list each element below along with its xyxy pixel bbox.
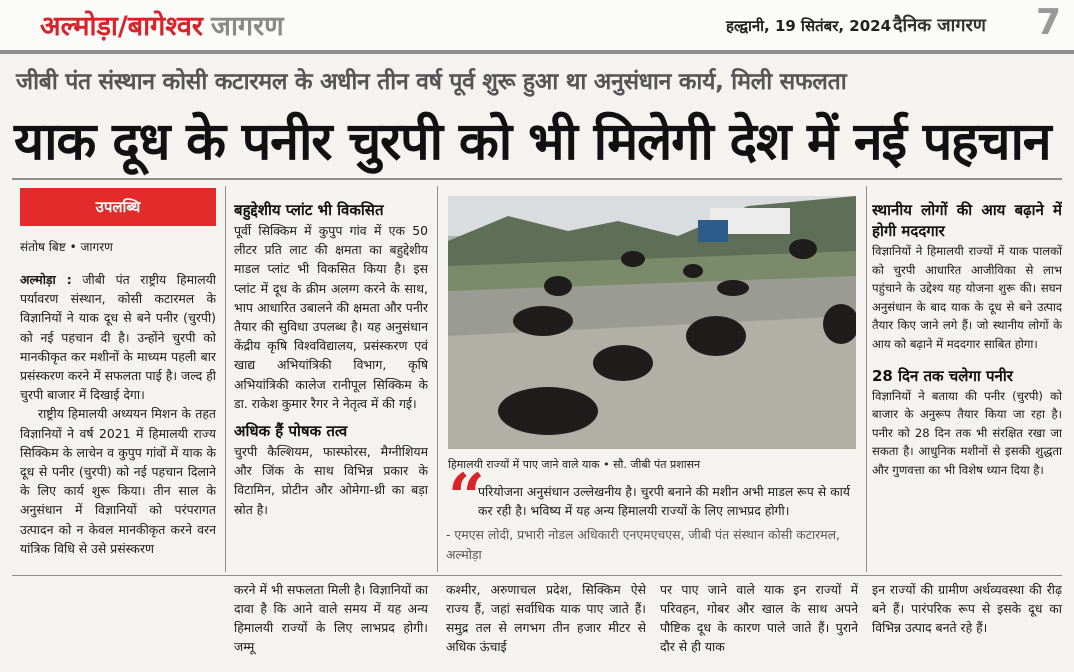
- column-divider: [866, 186, 867, 572]
- right-column: [872, 200, 1062, 572]
- bottom-column: पर पाए जाने वाले याक इन राज्यों में परिवहन, गोबर और खाल के साथ अपने पौष्टिक दूध के कारण पाले जाते हैं। पुराने दौर से ही याक: [660, 582, 858, 654]
- lead-text: जीबी पंत राष्ट्रीय हिमालयी पर्यावरण संस्थान, कोसी कटारमल के विज्ञानियों ने याक दूध से बने पनीर (चुरपी) को नई पहचान दी है। उन्होंने चुरपी को मानकीकृत कर मशीनों के माध्यम पहली बार प्रसंस्करण करने में सफलता पाई है। जल्द ही चुरपी बाजार में दिखाई देगा।: [20, 272, 216, 403]
- column-divider: [225, 186, 226, 572]
- paper-name: दैनिक जागरण: [893, 15, 986, 36]
- edition-name: अल्मोड़ा/बागेश्वर: [40, 11, 203, 42]
- lead-column: [20, 270, 216, 570]
- category-badge: उपलब्धि: [20, 188, 216, 226]
- subhead-nutrients: अधिक हैं पोषक तत्व: [234, 422, 348, 441]
- kicker: जीबी पंत संस्थान कोसी कटारमल के अधीन तीन वर्ष पूर्व शुरू हुआ था अनुसंधान कार्य, मिली सफलता: [16, 69, 847, 95]
- bottom-column: कश्मीर, अरुणाचल प्रदेश, सिक्किम ऐसे राज्य हैं, जहां सर्वाधिक याक पाए जाते हैं। समुद्र तल से लगभग तीन हजार मीटर से अधिक ऊंचाई: [446, 582, 646, 654]
- shelf-life-text: विज्ञानियों ने बताया की पनीर (चुरपी) को बाजार के अनुरूप तैयार किया जा रहा है। पनीर को 28 दिन तक भी संरक्षित रखा जा सकता है। आधुनिक मशीनों से इसकी शुद्धता और गुणवत्ता का भी विशेष ध्यान दिया है।: [872, 388, 1062, 477]
- page-number: 7: [1036, 2, 1062, 43]
- headline-rule: [12, 178, 1062, 180]
- subhead-income: स्थानीय लोगों की आय बढ़ाने में होगी मददगार: [872, 201, 1062, 240]
- income-text: विज्ञानियों ने हिमालयी राज्यों में याक पालकों को चुरपी आधारित आजीविका से लाभ पहुंचाने के उद्देश्य यह योजना शुरू की। सघन अनुसंधान के बाद याक के दूध से बने उत्पाद तैयार किए जाने लगे हैं। जो स्थानीय लोगों के आय को बढ़ाने में मददगार साबित होगा।: [872, 244, 1062, 351]
- quote-source: - एमएस लोदी, प्रभारी नोडल अधिकारी एनएमएचएस, जीबी पंत संस्थान कोसी कटारमल, अल्मोड़ा: [446, 527, 840, 562]
- headline: याक दूध के पनीर चुरपी को भी मिलेगी देश में नई पहचान: [14, 112, 1051, 172]
- yak-photo: [448, 196, 856, 449]
- byline: संतोष बिष्ट • जागरण: [20, 240, 113, 254]
- lead-place: अल्मोड़ा :: [20, 272, 72, 287]
- middle-column: [234, 200, 428, 572]
- plant-text: पूर्वी सिक्किम में कुपुप गांव में एक 50 लीटर प्रति लाट की क्षमता का बहुद्देशीय माडल प्लांट भी विकसित किया है। इस प्लांट में दूध के क्रीम अलग्ग करने के साथ, भाप आधारित उबालने की क्षमता और पनीर तैयार की सुविधा उपलब्ध है। यह अनुसंधान केंद्रीय कृषि विश्वविद्यालय, प्रसंस्करण एवं खाद्य अभियांत्रिकी विभाग, कृषि अभियांत्रिकी कालेज रानीपूल सिक्किम के डा. राकेश कुमार रैगर ने नेतृत्व में की गई।: [234, 223, 428, 411]
- edition-title: [40, 6, 284, 43]
- nutrients-text: चुरपी कैल्शियम, फास्फोरस, मैग्नीशियम और जिंक के साथ विभिन्न प्रकार के विटामिन, प्रोटीन और ओमेगा-थ्री का बड़ा स्रोत है।: [234, 444, 428, 517]
- bottom-column: इन राज्यों की ग्रामीण अर्थव्यवस्था की रीढ़ बने हैं। पारंपरिक रूप से इसके दूध का विभिन्न उत्पाद बनते रहे हैं।: [872, 582, 1062, 635]
- masthead: [0, 0, 1074, 54]
- quote-mark-icon: “: [448, 460, 485, 535]
- dateline: हल्द्वानी, 19 सितंबर, 2024: [726, 17, 892, 35]
- yak-photo-image: [448, 196, 856, 449]
- bottom-column: करने में भी सफलता मिली है। विज्ञानियों का दावा है कि आने वाले समय में यह अन्य हिमालयी राज्यों के लिए लाभप्रद होगी। जम्मू: [234, 582, 428, 654]
- brand-name: जागरण: [210, 11, 284, 42]
- photo-caption: हिमालयी राज्यों में पाए जाने वाले याक • सौ. जीबी पंत प्रशासन: [448, 458, 701, 471]
- lead-paragraph: [20, 270, 216, 404]
- body-paragraph: राष्ट्रीय हिमालयी अध्ययन मिशन के तहत विज्ञानियों ने वर्ष 2021 में हिमालयी राज्य सिक्किम के लाचेन व कुपुप गांवों में याक के दूध से पनीर (चुरपी) को नई पहचान दिलाने के लिए कार्य शुरू किया। तीन साल के अनुसंधान में विज्ञानियों को परंपरागत उत्पादन को न केवल मानकीकृत करने वरन यांत्रिक विधि से उसे प्रसंस्करण: [20, 406, 216, 556]
- pull-quote: परियोजना अनुसंधान उल्लेखनीय है। चुरपी बनाने की मशीन अभी माडल रूप से कार्य कर रही है। भविष्य में यह अन्य हिमालयी राज्यों के लिए लाभप्रद होगी।: [478, 484, 850, 518]
- subhead-plant: बहुद्देशीय प्लांट भी विकसित: [234, 201, 384, 219]
- column-divider: [437, 186, 438, 572]
- bottom-rule: [12, 575, 1062, 576]
- subhead-shelf-life: 28 दिन तक चलेगा पनीर: [872, 366, 1013, 385]
